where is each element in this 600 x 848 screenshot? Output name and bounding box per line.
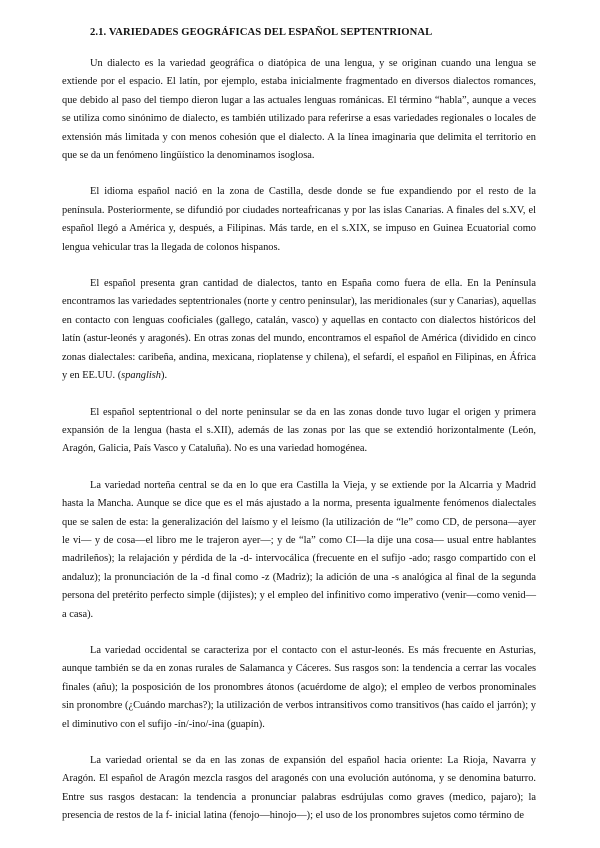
paragraph-spanish-dialects-end: ). — [161, 370, 168, 382]
paragraph-western-variety: La variedad occidental se caracteriza por el contacto con el astur-leonés. Es más frecuente en Asturias, aunque también se da en zonas rurales de Salamanca y Cáceres. Sus rasgos son: la tendencia a cerrar las vocales finales (añu); la posposición de los pronombres átonos (acuérdome de algo); el empleo de verbos pronominales sin pronombre (¿Cuándo marchas?); la utilización de verbos intransitivos como transitivos (has caído el jarrón); y el diminutivo con el sufijo -ín/-ino/-ina (guapín). — [62, 644, 536, 730]
paragraph-spanish-dialects-text: El español presenta gran cantidad de dialectos, tanto en España como fuera de ella. En la Península encontramos las variedades septentrionales (norte y centro peninsular), las meridionales (sur y Canarias), aquellas en contacto con lenguas cooficiales (gallego, catalán, vasco) y aquellas en contacto con dialectos históricos del latín (astur-leonés y aragonés). En otras zonas del mundo, encontramos el español de América (dividido en cinco zonas dialectales: caribeña, andina, mexicana, rioplatense y chilena), el sefardí, el español en Filipinas, en África y en EE.UU. ( — [62, 278, 536, 382]
paragraph-dialect-definition: Un dialecto es la variedad geográfica o diatópica de una lengua, y se originan cuando una lengua se extiende por el espacio. El latín, por ejemplo, estaba inicialmente fragmentado en diversos dialectos romances, que debido al paso del tiempo dieron lugar a las actuales lenguas románicas. El término “habla”, aunque a veces se utiliza como sinónimo de dialecto, es también utilizado para referirse a esas variedades regionales o locales de extensión más limitada y con menos cohesión que el dialecto. A la línea imaginaria que delimita el territorio en que se da un fenómeno lingüístico la denominamos isoglosa. — [62, 58, 536, 162]
document-page — [62, 0, 536, 826]
paragraph-spanish-dialects — [62, 275, 536, 385]
spanglish-term: spanglish — [121, 370, 161, 382]
paragraph-spanish-origin: El idioma español nació en la zona de Castilla, desde donde se fue expandiendo por el resto de la península. Posteriormente, se difundió por ciudades norteafricanas y por las islas Canarias. A finales del s.XV, el español llegó a América y, después, a Filipinas. Más tarde, en el s.XIX, se impuso en Guinea Ecuatorial como lengua vehicular tras la llegada de colonos hispanos. — [62, 186, 536, 253]
paragraph-eastern-variety: La variedad oriental se da en las zonas de expansión del español hacia oriente: La Rioja, Navarra y Aragón. El español de Aragón mezcla rasgos del aragonés con una evolución autónoma, y se denomina baturro. Entre sus rasgos destacan: la tendencia a pronunciar palabras esdrújulas como graves (medico, pajaro); la presencia de restos de la f- inicial latina (fenojo—hinojo—); el uso de los pronombres sujetos como término de — [62, 755, 536, 822]
paragraph-central-variety: La variedad norteña central se da en lo que era Castilla la Vieja, y se extiende por la Alcarria y Madrid hasta la Mancha. Aunque se dice que es el más ajustado a la norma, presenta igualmente fenómenos dialectales que se salen de esta: la generalización del laísmo y el leísmo (la utilización de “le” como CD, de persona—ayer le vi— y de cosa—el libro me le trajeron ayer—; y de “la” como CI—la dije una cosa— usual entre hablantes madrileños); la relajación y pérdida de la -d- intervocálica (frecuente en el sufijo -ado; rasgo compartido con el andaluz); la pronunciación de la -d final como -z (Madriz); la adición de una -s analógica al final de la segunda persona del pretérito perfecto simple (dijistes); y el empleo del infinitivo como imperativo (venir—como venid— a casa). — [62, 479, 536, 620]
paragraph-septentrional: El español septentrional o del norte peninsular se da en las zonas donde tuvo lugar el origen y primera expansión de la lengua (hasta el s.XII), además de las zonas por las que se extendió horizontalmente (León, Aragón, Galicia, País Vasco y Cataluña). No es una variedad homogénea. — [62, 406, 536, 455]
section-title: 2.1. VARIEDADES GEOGRÁFICAS DEL ESPAÑOL SEPTENTRIONAL — [90, 27, 433, 38]
